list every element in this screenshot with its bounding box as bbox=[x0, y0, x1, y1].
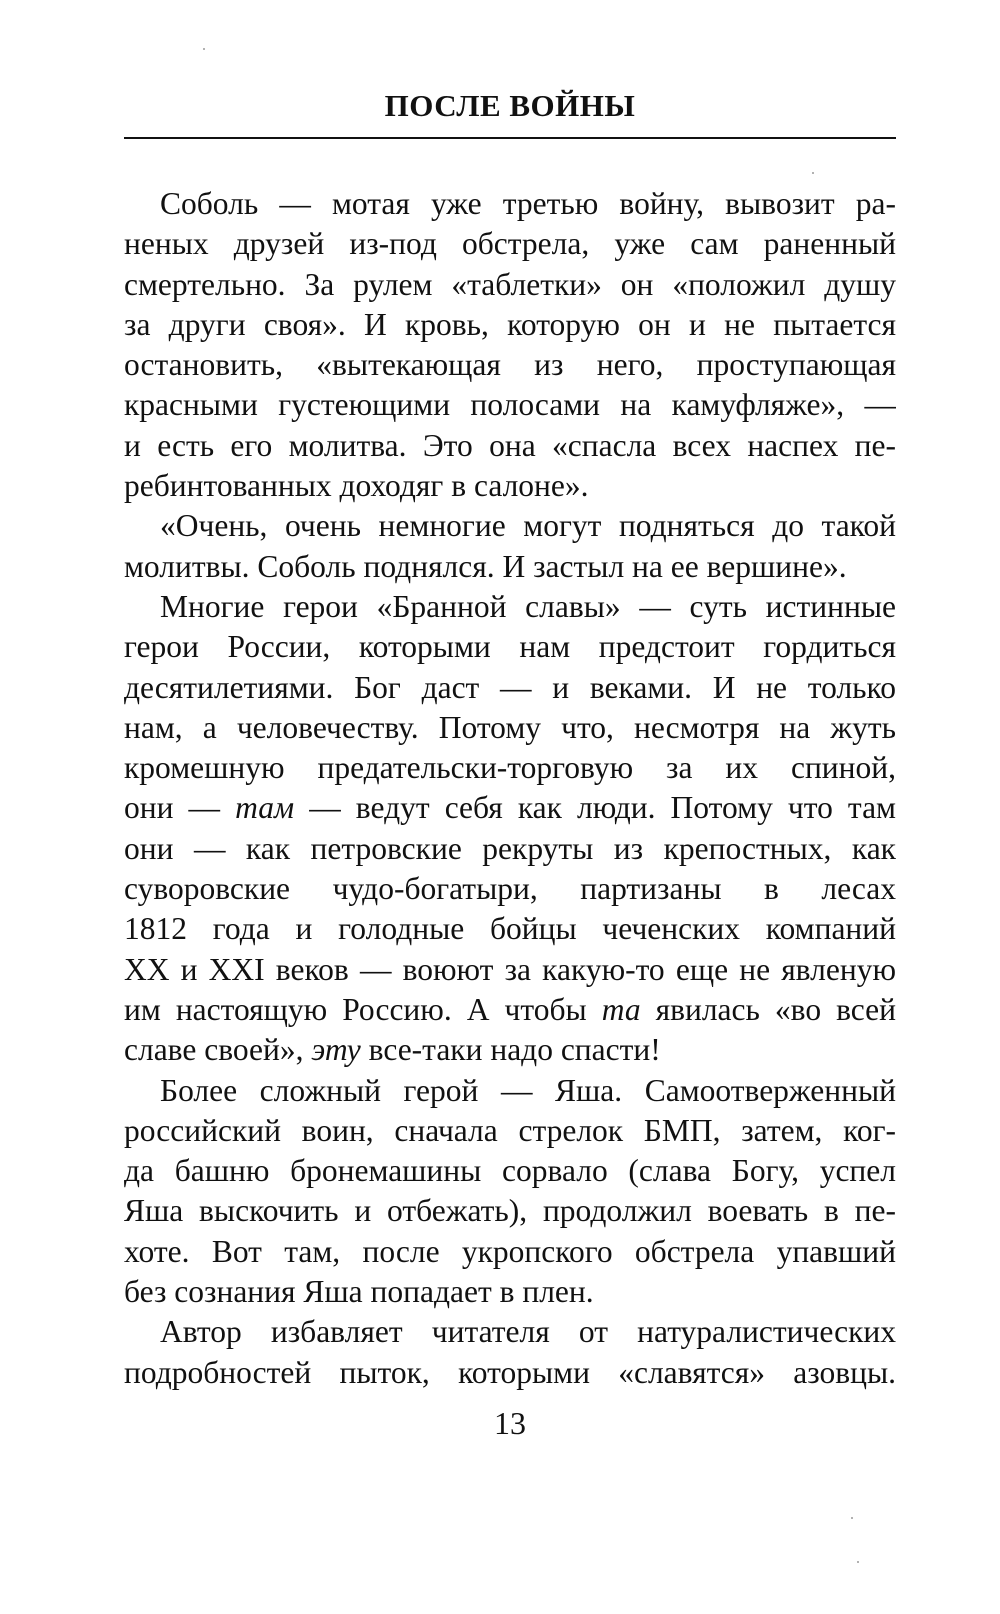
text-line: Более сложный герой — Яша. Самоотверженный bbox=[160, 1072, 896, 1108]
paragraph bbox=[124, 506, 896, 587]
text-run: явилась «во всей bbox=[640, 991, 896, 1027]
text-line: Многие герои «Бранной славы» — суть истинные bbox=[160, 588, 896, 624]
text-line: да башню бронемашины сорвало (слава Богу, успел bbox=[124, 1153, 896, 1189]
text-line: молитвы. Соболь поднялся. И застыл на ее вершине». bbox=[124, 548, 847, 584]
text-line: 1812 года и голодные бойцы чеченских компаний bbox=[124, 911, 896, 947]
text-line: неных друзей из-под обстрела, уже сам раненный bbox=[124, 226, 896, 262]
running-title: ПОСЛЕ ВОЙНЫ bbox=[384, 88, 636, 123]
text-line bbox=[124, 1030, 896, 1070]
paragraph bbox=[124, 184, 896, 506]
header-rule bbox=[124, 137, 896, 139]
text-line: хоте. Вот там, после укропского обстрела упавший bbox=[124, 1233, 896, 1269]
text-run: — ведут себя как люди. Потому что там bbox=[294, 790, 896, 826]
text-run: все-таки надо спасти! bbox=[360, 1032, 661, 1068]
text-line: подробностей пыток, которыми «славятся» азовцы. bbox=[124, 1354, 896, 1390]
text-run: они — bbox=[124, 790, 236, 826]
text-line: российский воин, сначала стрелок БМП, затем, ког- bbox=[124, 1112, 896, 1148]
text-line: «Очень, очень немногие могут подняться до такой bbox=[160, 508, 896, 544]
text-line bbox=[124, 788, 896, 828]
text-run: им настоящую Россию. А чтобы bbox=[124, 991, 602, 1027]
text-line: Соболь — мотая уже третью войну, вывозит ра- bbox=[160, 186, 896, 221]
body-text bbox=[124, 184, 896, 1393]
scan-speck bbox=[203, 48, 205, 50]
text-line: без сознания Яша попадает в плен. bbox=[124, 1274, 594, 1310]
text-line: Автор избавляет читателя от натуралистических bbox=[160, 1314, 896, 1350]
text-line: герои России, которыми нам предстоит гордиться bbox=[124, 629, 896, 665]
paragraph bbox=[124, 587, 896, 1071]
text-line: ребинтованных доходяг в салоне». bbox=[124, 468, 589, 504]
text-line: суворовские чудо-богатыри, партизаны в лесах bbox=[124, 871, 896, 907]
text-line: они — как петровские рекруты из крепостных, как bbox=[124, 830, 896, 866]
text-line: за други своя». И кровь, которую он и не пытается bbox=[124, 306, 896, 342]
text-line: и есть его молитва. Это она «спасла всех наспех пе- bbox=[124, 427, 896, 463]
emphasis-word: там bbox=[235, 790, 295, 826]
scan-speck bbox=[812, 172, 814, 174]
text-line: нам, а человечеству. Потому что, несмотря на жуть bbox=[124, 709, 896, 745]
scan-speck bbox=[851, 1517, 853, 1519]
text-line: десятилетиями. Бог даст — и веками. И не только bbox=[124, 669, 896, 705]
emphasis-word: та bbox=[601, 991, 641, 1027]
text-line: XX и XXI веков — воюют за какую-то еще не явленую bbox=[124, 951, 896, 987]
text-line: кромешную предательски-торговую за их спиной, bbox=[124, 750, 896, 786]
page-number: 13 bbox=[494, 1405, 526, 1441]
text-line: остановить, «вытекающая из него, проступающая bbox=[124, 347, 896, 383]
text-line bbox=[124, 990, 896, 1030]
paragraph bbox=[124, 1071, 896, 1313]
scan-speck bbox=[857, 1561, 859, 1563]
text-line: Яша выскочить и отбежать), продолжил воевать в пе- bbox=[124, 1193, 896, 1229]
emphasis-word: эту bbox=[311, 1032, 361, 1068]
text-run: славе своей», bbox=[124, 1032, 312, 1068]
text-line: смертельно. За рулем «таблетки» он «положил душу bbox=[124, 266, 896, 302]
paragraph bbox=[124, 1312, 896, 1393]
text-line: красными густеющими полосами на камуфляже», — bbox=[124, 387, 896, 423]
